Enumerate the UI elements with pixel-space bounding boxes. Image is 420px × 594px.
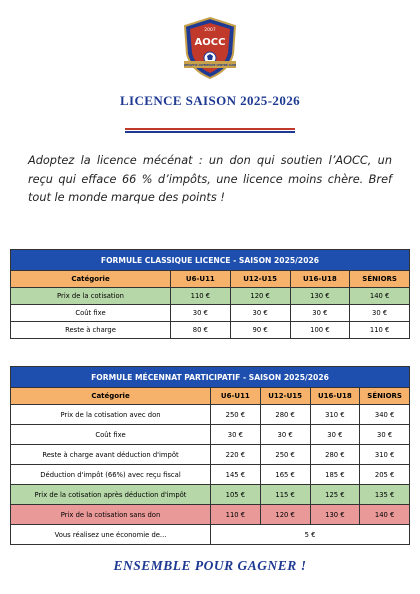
table-row [11, 445, 410, 465]
cell: 250 € [260, 445, 310, 465]
cell: 250 € [211, 405, 261, 425]
cell: 30 € [290, 305, 350, 322]
cell: 80 € [171, 322, 231, 339]
column-header: U12-U15 [230, 271, 290, 288]
cell: 30 € [260, 425, 310, 445]
row-label: Prix de la cotisation avec don [11, 405, 211, 425]
row-label: Coût fixe [11, 425, 211, 445]
table-row [11, 425, 410, 445]
row-label: Prix de la cotisation sans don [11, 505, 211, 525]
cell: 30 € [360, 425, 410, 445]
row-label: Déduction d'impôt (66%) avec reçu fiscal [11, 465, 211, 485]
svg-text:AOCC: AOCC [194, 37, 226, 48]
table-title: FORMULE CLASSIQUE LICENCE - SAISON 2025/2026 [11, 250, 410, 271]
divider-blue [125, 131, 295, 133]
cell: 110 € [211, 505, 261, 525]
savings-label: Vous réalisez une économie de... [11, 525, 211, 545]
column-header: SÉNIORS [350, 271, 410, 288]
cell: 310 € [360, 445, 410, 465]
cell: 100 € [290, 322, 350, 339]
cell: 30 € [211, 425, 261, 445]
cell: 205 € [360, 465, 410, 485]
column-header: Catégorie [11, 271, 171, 288]
svg-text:ATHLETIC OLYMPIQUE CENTRE CLUB: ATHLETIC OLYMPIQUE CENTRE CLUB [183, 64, 237, 67]
cell: 220 € [211, 445, 261, 465]
divider-red [125, 128, 295, 130]
savings-row [11, 525, 410, 545]
cell: 140 € [360, 505, 410, 525]
row-label: Coût fixe [11, 305, 171, 322]
cell: 340 € [360, 405, 410, 425]
row-label: Prix de la cotisation [11, 288, 171, 305]
cell: 30 € [310, 425, 360, 445]
cell: 115 € [260, 485, 310, 505]
table-row [11, 505, 410, 525]
cell: 130 € [310, 505, 360, 525]
column-header: U16-U18 [290, 271, 350, 288]
cell: 280 € [310, 445, 360, 465]
column-header: U16-U18 [310, 388, 360, 405]
table-row [11, 465, 410, 485]
cell: 145 € [211, 465, 261, 485]
cell: 120 € [260, 505, 310, 525]
table-title: FORMULE MÉCENNAT PARTICIPATIF - SAISON 2025/2026 [11, 367, 410, 388]
slogan: ENSEMBLE POUR GAGNER ! [113, 558, 307, 573]
cell: 310 € [310, 405, 360, 425]
cell: 130 € [290, 288, 350, 305]
column-header: Catégorie [11, 388, 211, 405]
cell: 125 € [310, 485, 360, 505]
table-row [11, 322, 410, 339]
table-row [11, 405, 410, 425]
cell: 30 € [171, 305, 231, 322]
intro-text: Adoptez la licence mécénat : un don qui soutien l’AOCC, un reçu qui efface 66 % d’impôts, une licence moins chère. Bref tout le monde marque des points ! [28, 154, 392, 204]
table-row [11, 288, 410, 305]
row-label: Prix de la cotisation après déduction d'impôt [11, 485, 211, 505]
column-header: U6-U11 [171, 271, 231, 288]
cell: 120 € [230, 288, 290, 305]
svg-text:2007: 2007 [204, 28, 216, 33]
club-logo [181, 16, 239, 80]
cell: 105 € [211, 485, 261, 505]
row-label: Reste à charge [11, 322, 171, 339]
column-header: U6-U11 [211, 388, 261, 405]
cell: 185 € [310, 465, 360, 485]
table-row [11, 485, 410, 505]
patronage-licence-table [10, 366, 410, 545]
cell: 165 € [260, 465, 310, 485]
column-header: SÉNIORS [360, 388, 410, 405]
column-header: U12-U15 [260, 388, 310, 405]
table-row [11, 305, 410, 322]
savings-value: 5 € [211, 525, 410, 545]
cell: 110 € [350, 322, 410, 339]
page-title: LICENCE SAISON 2025-2026 [119, 93, 301, 108]
classic-licence-table [10, 249, 410, 339]
row-label: Reste à charge avant déduction d'impôt [11, 445, 211, 465]
cell: 110 € [171, 288, 231, 305]
cell: 90 € [230, 322, 290, 339]
cell: 30 € [350, 305, 410, 322]
cell: 280 € [260, 405, 310, 425]
cell: 140 € [350, 288, 410, 305]
cell: 30 € [230, 305, 290, 322]
cell: 135 € [360, 485, 410, 505]
